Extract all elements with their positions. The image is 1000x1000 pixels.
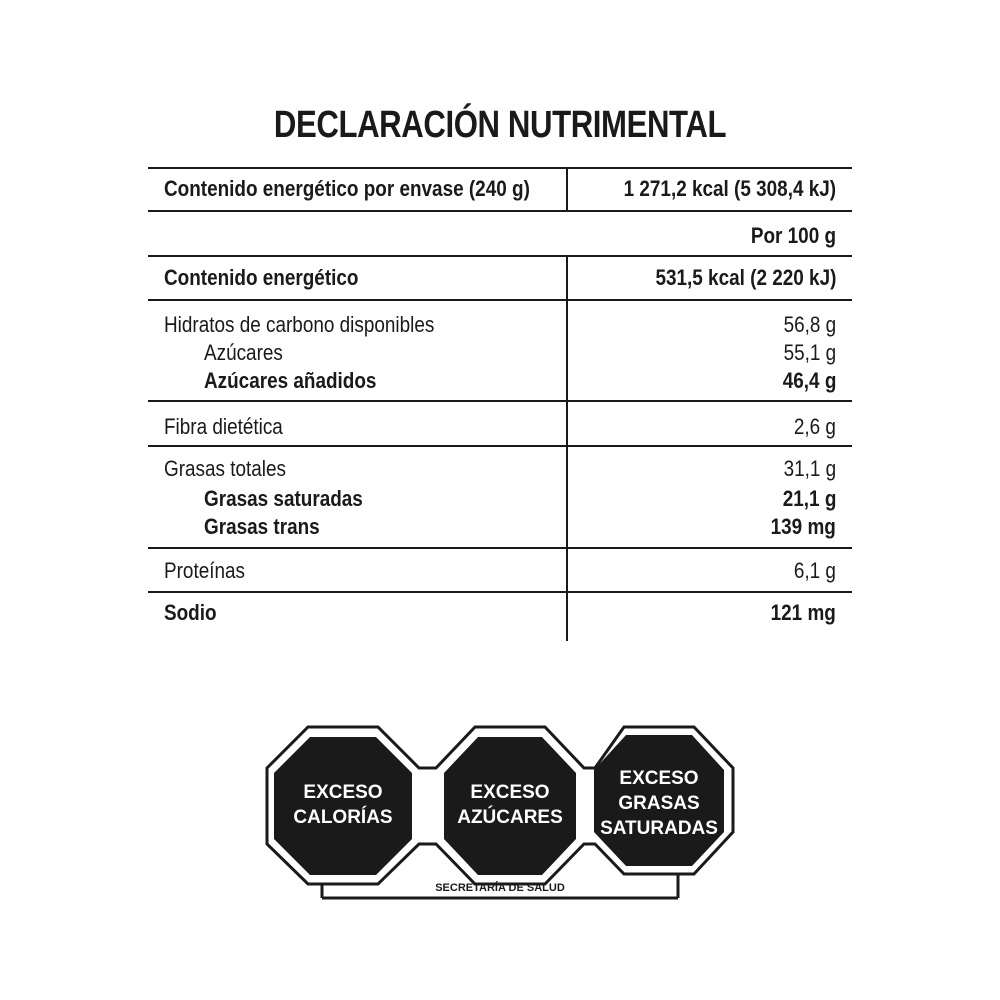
grasas-saturadas-label: Grasas saturadas xyxy=(204,486,363,511)
table-divider xyxy=(148,167,852,169)
azucares-value: 55,1 g xyxy=(783,340,836,365)
seal-grasas-line-1: EXCESO xyxy=(619,768,699,789)
grasas-value: 31,1 g xyxy=(783,456,836,481)
table-divider xyxy=(148,445,852,447)
sodio-value: 121 mg xyxy=(770,600,836,625)
seal-grasas-line-2: GRASAS xyxy=(618,793,700,814)
sodio-label: Sodio xyxy=(164,600,217,625)
envase-label: Contenido energético por envase (240 g) xyxy=(164,176,530,201)
energia-value: 531,5 kcal (2 220 kJ) xyxy=(655,265,836,290)
hidratos-value: 56,8 g xyxy=(783,312,836,337)
seal-azucares-text xyxy=(435,780,585,830)
proteinas-label: Proteínas xyxy=(164,558,245,583)
grasas-trans-value: 139 mg xyxy=(770,514,836,539)
warning-seals xyxy=(262,724,738,900)
hidratos-label: Hidratos de carbono disponibles xyxy=(164,312,435,337)
table-divider xyxy=(148,400,852,402)
grasas-trans-label: Grasas trans xyxy=(204,514,320,539)
table-divider xyxy=(148,210,852,212)
seal-calorias-text xyxy=(268,780,418,830)
table-divider xyxy=(148,299,852,301)
energia-label: Contenido energético xyxy=(164,265,359,290)
table-column-divider xyxy=(566,167,568,210)
seal-calorias-line-2: CALORÍAS xyxy=(293,807,393,828)
fibra-label: Fibra dietética xyxy=(164,414,283,439)
table-divider xyxy=(148,591,852,593)
seal-azucares-line-2: AZÚCARES xyxy=(457,807,563,828)
table-column-divider xyxy=(566,255,568,641)
table-divider xyxy=(148,547,852,549)
table-divider xyxy=(148,255,852,257)
grasas-saturadas-value: 21,1 g xyxy=(782,486,836,511)
azucares-label: Azúcares xyxy=(204,340,283,365)
page-title: DECLARACIÓN NUTRIMENTAL xyxy=(273,104,727,146)
azucares-anadidos-label: Azúcares añadidos xyxy=(204,368,377,393)
seal-calorias-line-1: EXCESO xyxy=(303,782,383,803)
seal-azucares-line-1: EXCESO xyxy=(470,782,550,803)
seal-grasas-line-3: SATURADAS xyxy=(600,818,718,839)
secretaria-salud-label: SECRETARÍA DE SALUD xyxy=(435,882,565,894)
grasas-label: Grasas totales xyxy=(164,456,286,481)
envase-value: 1 271,2 kcal (5 308,4 kJ) xyxy=(623,176,836,201)
proteinas-value: 6,1 g xyxy=(793,558,836,583)
fibra-value: 2,6 g xyxy=(793,414,836,439)
per-100g-header: Por 100 g xyxy=(750,223,836,248)
seal-grasas-text xyxy=(584,766,734,841)
azucares-anadidos-value: 46,4 g xyxy=(782,368,836,393)
